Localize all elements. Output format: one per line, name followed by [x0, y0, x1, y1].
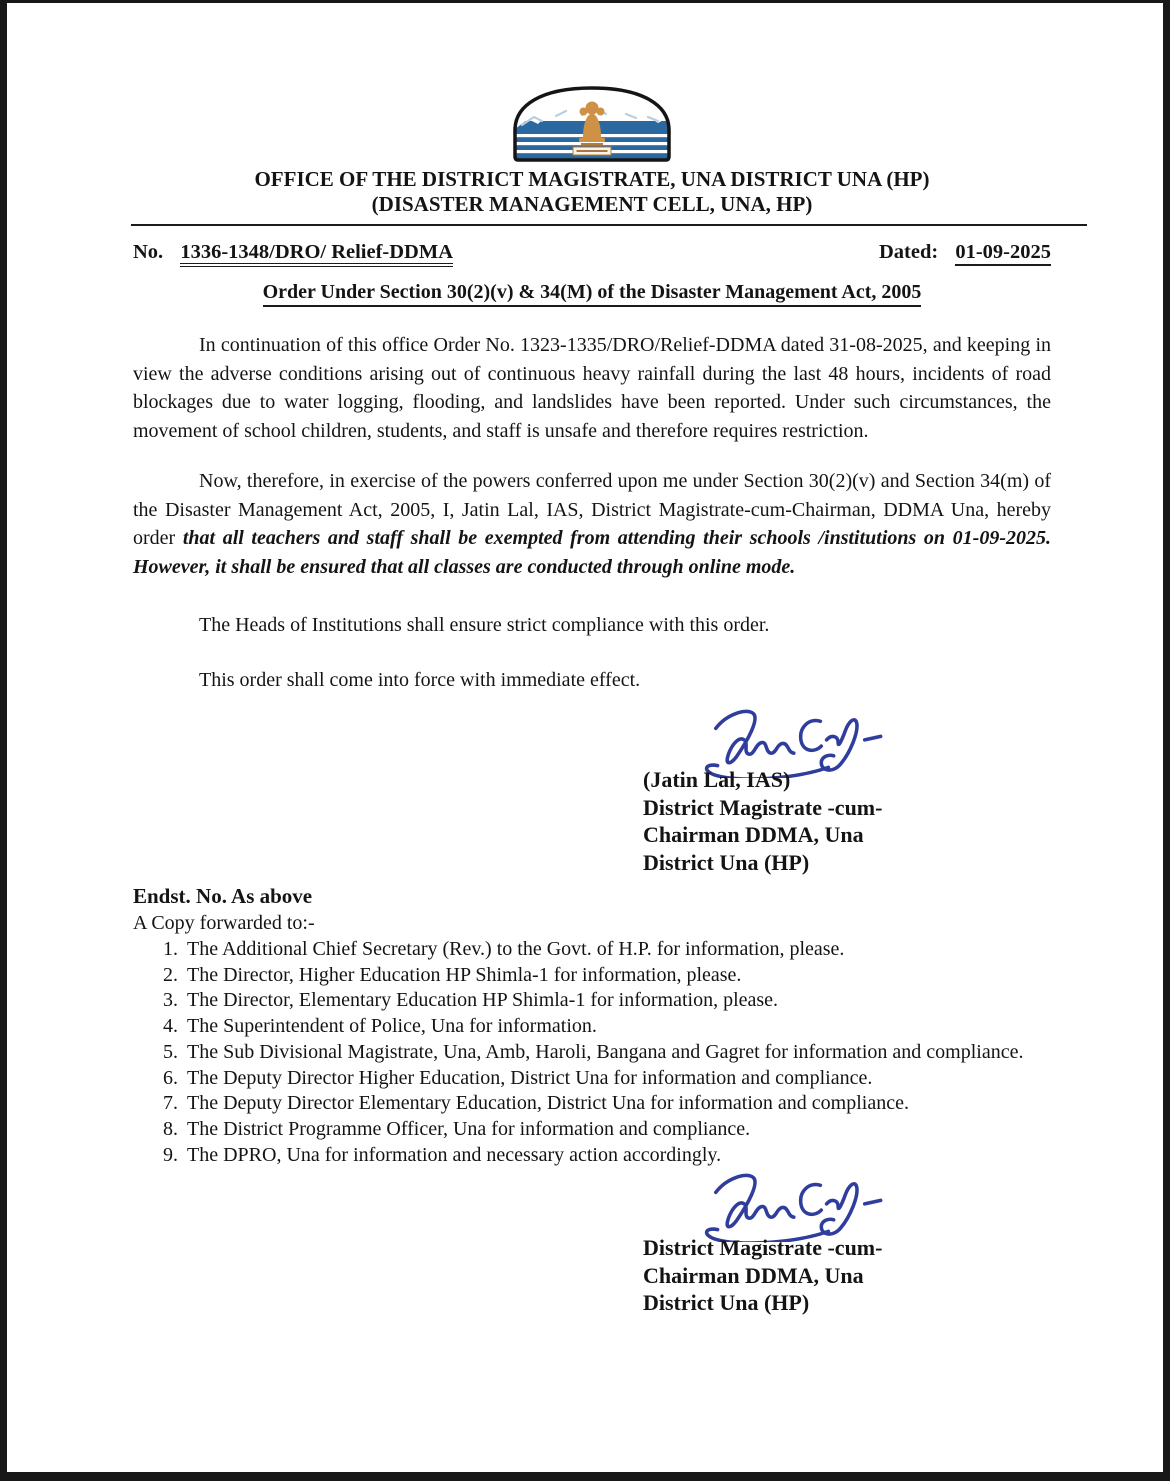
order-title-text: Order Under Section 30(2)(v) & 34(M) of the Disaster Management Act, 2005	[263, 281, 922, 307]
signatory-designation-2: Chairman DDMA, Una	[643, 822, 864, 847]
ref-number-value: 1336-1348/DRO/ Relief-DDMA	[180, 241, 453, 267]
para-compliance: The Heads of Institutions shall ensure strict compliance with this order.	[199, 614, 770, 636]
order-title	[133, 281, 1051, 304]
ref-date	[879, 241, 1051, 264]
ref-number-label: No.	[133, 241, 164, 263]
office-title: OFFICE OF THE DISTRICT MAGISTRATE, UNA DISTRICT UNA (HP)	[254, 167, 930, 191]
list-item: 3. The Director, Elementary Education HP Shimla-1 for information, please.	[183, 988, 1051, 1014]
endst-heading: Endst. No. As above	[133, 884, 313, 908]
signatory2-designation-3: District Una (HP)	[643, 1290, 810, 1316]
list-item: 5. The Sub Divisional Magistrate, Una, Amb, Haroli, Bangana and Gagret for information and compliance.	[183, 1040, 1051, 1066]
signatory2-designation-1: District Magistrate -cum-	[643, 1235, 883, 1261]
para-order	[133, 467, 1051, 581]
list-item: 7. The Deputy Director Elementary Education, District Una for information and compliance.	[183, 1091, 1051, 1117]
signatory-designation-1: District Magistrate -cum-	[643, 794, 883, 820]
signature-scribble-icon	[673, 1164, 888, 1242]
list-item: 2. The Director, Higher Education HP Shimla-1 for information, please.	[183, 963, 1051, 989]
dated-label: Dated:	[879, 241, 939, 263]
list-item: 8. The District Programme Officer, Una for information and compliance.	[183, 1117, 1051, 1143]
signatory-name: (Jatin Lal, IAS)	[643, 767, 791, 792]
logo-container	[133, 3, 1051, 163]
para-order-emphasis: that all teachers and staff shall be exempted from attending their schools /institutions on 01-09-2025. However, it shall be ensured that all classes are conducted through online mode.	[133, 527, 1051, 578]
list-item: 6. The Deputy Director Higher Education, District Una for information and compliance.	[183, 1066, 1051, 1092]
reference-row	[133, 241, 1051, 264]
ref-number	[133, 241, 453, 264]
list-item: 4. The Superintendent of Police, Una for information.	[183, 1014, 1051, 1040]
signatory-designation-3: District Una (HP)	[643, 849, 810, 875]
header-divider	[131, 224, 1087, 226]
una-district-emblem-icon	[512, 85, 672, 163]
list-item: 1. The Additional Chief Secretary (Rev.) to the Govt. of H.P. for information, please.	[183, 937, 1051, 963]
signature-block-2	[643, 1164, 1051, 1317]
dated-value: 01-09-2025	[955, 241, 1051, 266]
forward-list	[133, 937, 1051, 1168]
list-item: 9. The DPRO, Una for information and necessary action accordingly.	[183, 1143, 1051, 1169]
document-page	[7, 3, 1163, 1472]
signature-block-1	[643, 700, 1051, 876]
signatory2-designation-2: Chairman DDMA, Una	[643, 1262, 864, 1288]
para-order-normal: Now, therefore, in exercise of the powers conferred upon me under Section 30(2)(v) and Section 34(m) of the Disaster Management Act, 2005, I, Jatin Lal, IAS, District Magistrate-cum-Chairman, DDMA Una, hereby order	[133, 470, 1051, 549]
para-immediate-effect: This order shall come into force with immediate effect.	[199, 668, 641, 691]
copy-forwarded-line: A Copy forwarded to:-	[133, 912, 315, 934]
office-subtitle: (DISASTER MANAGEMENT CELL, UNA, HP)	[371, 192, 813, 216]
para-continuation: In continuation of this office Order No. 1323-1335/DRO/Relief-DDMA dated 31-08-2025, and keeping in view the adverse conditions arising out of continuous heavy rainfall during the last 48 hours, incidents of road blockages due to water logging, flooding, and landslides have been reported. Under such circumstances, the movement of school children, students, and staff is unsafe and therefore requires restriction.	[133, 334, 1051, 442]
